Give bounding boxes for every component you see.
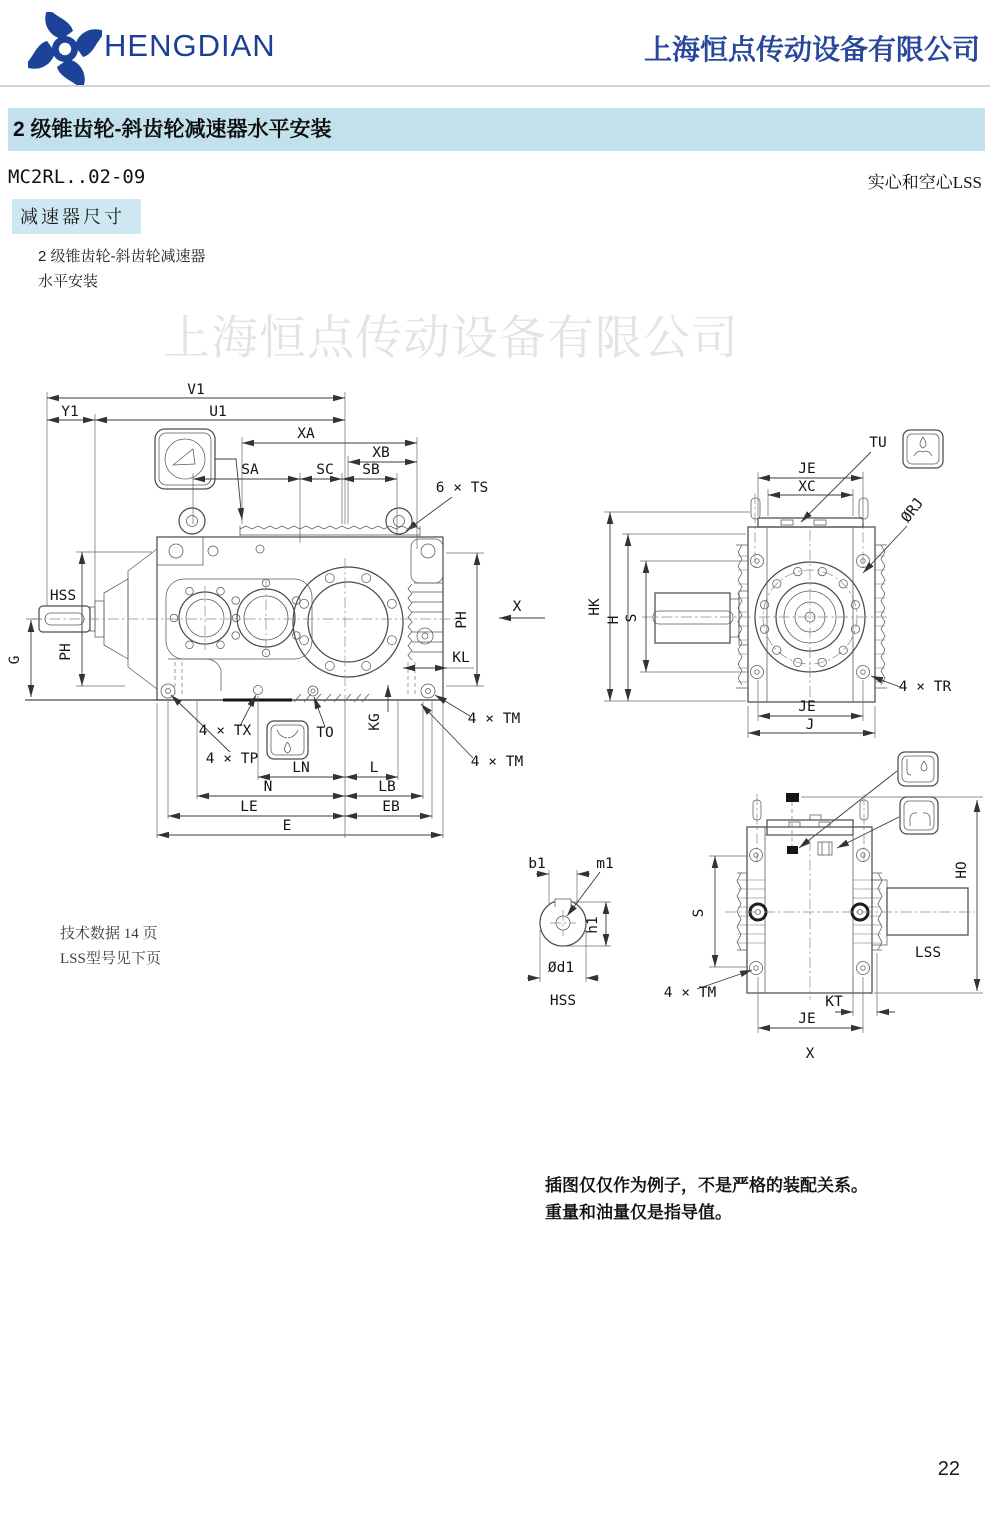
drawing-caption — [38, 244, 206, 294]
dim-label-v1: V1 — [187, 382, 205, 398]
label-hss-shaft: HSS — [49, 588, 77, 604]
dim-label-xb: XB — [372, 445, 390, 461]
dim-label-u1: U1 — [209, 404, 227, 420]
hengdian-logo-icon — [28, 12, 102, 86]
dim-label-x-side: X — [512, 599, 522, 615]
dim-label-y1: Y1 — [61, 404, 79, 420]
dim-label-sc: SC — [316, 462, 334, 478]
gearbox-front-view — [604, 430, 943, 738]
dim-label-m1: m1 — [596, 856, 614, 872]
dim-label-4xtx: 4 × TX — [198, 723, 252, 739]
dim-label-4xtm-c: 4 × TM — [663, 985, 717, 1001]
dim-label-le: LE — [240, 799, 258, 815]
dim-label-x-bottom: X — [805, 1046, 815, 1062]
dim-label-h1: h1 — [585, 916, 601, 934]
dim-label-h: H — [606, 615, 622, 625]
disclaimer-line1: 插图仅仅作为例子，不是严格的装配关系。 — [545, 1176, 868, 1195]
dim-label-6xts: 6 × TS — [435, 480, 489, 496]
dim-label-s-side: S — [691, 908, 707, 918]
dim-label-sa: SA — [241, 462, 259, 478]
disclaimer — [545, 1172, 868, 1226]
dim-label-n: N — [263, 779, 273, 795]
dim-label-lb: LB — [378, 779, 396, 795]
page-title: 2 级锥齿轮-斜齿轮减速器水平安装 — [8, 108, 985, 151]
dim-label-kg: KG — [367, 713, 383, 731]
oil-level-icon — [898, 752, 938, 786]
dim-label-ph-left: PH — [58, 643, 74, 661]
label-lss-shaft: LSS — [914, 945, 942, 961]
dim-label-j: J — [805, 717, 815, 733]
dim-label-4xtm-b: 4 × TM — [470, 754, 524, 770]
header-divider — [0, 85, 990, 87]
dim-label-je-side: JE — [798, 1011, 816, 1027]
dim-label-kl: KL — [452, 650, 470, 666]
dim-label-ln: LN — [292, 760, 310, 776]
dim-label-eb: EB — [382, 799, 400, 815]
dim-label-od1: Ød1 — [547, 960, 575, 976]
model-code: MC2RL..02-09 — [8, 166, 146, 188]
shaft-type-label: 实心和空心LSS — [867, 173, 982, 192]
dim-label-b1: b1 — [528, 856, 546, 872]
company-name: 上海恒点传动设备有限公司 — [643, 35, 980, 66]
dim-label-g: G — [7, 655, 23, 665]
dim-label-je-front: JE — [798, 699, 816, 715]
dim-label-e: E — [282, 818, 292, 834]
dim-label-s-front: S — [624, 613, 640, 623]
note-lss-models: LSS型号见下页 — [60, 951, 161, 967]
dim-label-4xtr: 4 × TR — [898, 679, 952, 695]
drawing-caption-line2: 水平安装 — [38, 273, 99, 290]
dimension-drawing — [0, 380, 990, 1080]
note-tech-data: 技术数据 14 页 — [60, 926, 158, 942]
dim-label-orj: ØRJ — [898, 495, 928, 526]
dim-label-4xtm-a: 4 × TM — [467, 711, 521, 727]
dim-label-4xtp: 4 × TP — [205, 751, 259, 767]
reference-notes — [60, 922, 161, 972]
logo-wordmark: HENGDIAN — [104, 28, 276, 63]
drawing-caption-line1: 2 级锥齿轮-斜齿轮减速器 — [38, 248, 206, 265]
oil-drain-icon — [267, 721, 308, 759]
oil-fill-icon — [900, 797, 938, 834]
oil-sight-glass-icon — [155, 429, 215, 489]
dim-label-l: L — [369, 760, 379, 776]
dim-label-ho: HO — [954, 861, 970, 879]
dim-label-ph-right: PH — [454, 611, 470, 629]
disclaimer-line2: 重量和油量仅是指导值。 — [545, 1203, 732, 1222]
dim-label-tu: TU — [869, 435, 887, 451]
dim-label-hk: HK — [587, 598, 603, 616]
dim-label-xa: XA — [297, 426, 315, 442]
dim-label-je-top: JE — [798, 461, 816, 477]
label-hss-section: HSS — [549, 993, 577, 1009]
page-number: 22 — [937, 1458, 960, 1480]
dim-label-to: TO — [316, 725, 334, 741]
section-label: 减速器尺寸 — [12, 199, 141, 234]
dim-label-xc: XC — [798, 479, 816, 495]
breather-vent-icon — [903, 430, 943, 468]
dim-label-kt: KT — [825, 994, 843, 1010]
gearbox-output-view — [697, 752, 983, 1033]
dim-label-sb: SB — [362, 462, 380, 478]
watermark: 上海恒点传动设备有限公司 — [163, 311, 739, 364]
